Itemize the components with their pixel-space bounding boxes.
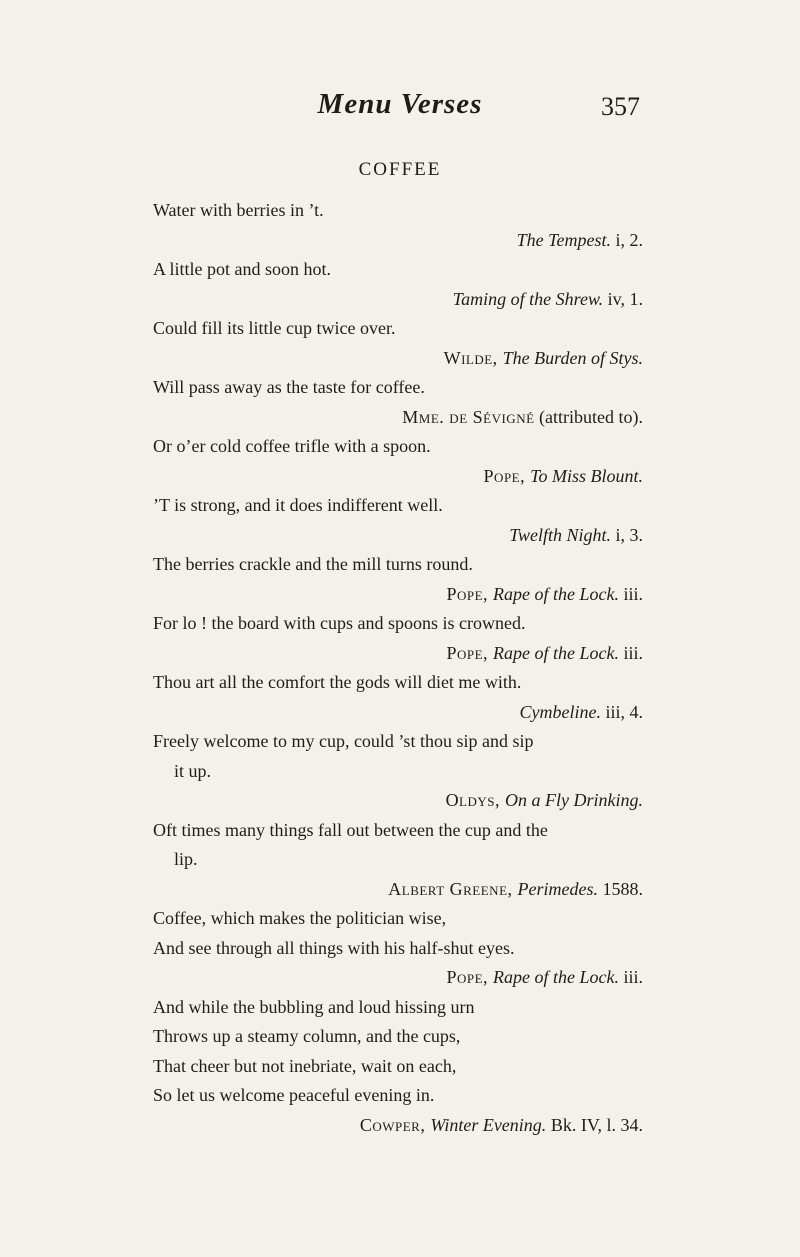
citation-reference: iii. (618, 642, 643, 663)
citation-author: Mme. de Sévigné (402, 406, 535, 427)
quotation-entry (153, 255, 643, 314)
running-head-title: Menu Verses (317, 88, 483, 120)
quotation-line: Throws up a steamy column, and the cups, (153, 1026, 461, 1046)
quotation-line: A little pot and soon hot. (153, 259, 331, 279)
citation-author: Wilde, (443, 347, 503, 368)
citation-reference: Bk. IV, l. 34. (546, 1114, 643, 1135)
citation (153, 226, 643, 256)
quotation-entry (153, 993, 643, 1141)
quotation-line: Oft times many things fall out between the cup and the (153, 819, 548, 840)
citation (153, 580, 643, 610)
quotation-entry (153, 668, 643, 727)
quotation-entry (153, 609, 643, 668)
quotation-line: ’T is strong, and it does indifferent well. (153, 495, 443, 515)
citation (153, 1111, 643, 1141)
citation-work: Rape of the Lock. (493, 583, 619, 604)
quotation-line: Thou art all the comfort the gods will diet me with. (153, 672, 522, 692)
citation (153, 521, 643, 551)
citation-author: Oldys, (445, 790, 506, 810)
quotation-entry (153, 491, 643, 550)
quotation-line: For lo ! the board with cups and spoons is crowned. (153, 613, 526, 633)
citation-work: Cymbeline. (519, 701, 601, 722)
quotation-line: Will pass away as the taste for coffee. (153, 377, 425, 397)
citation-work: The Burden of Stys. (502, 347, 643, 368)
citation-author: Pope, (446, 642, 494, 663)
citation-author: Albert Greene, (388, 878, 518, 899)
quotation-entry (153, 196, 643, 255)
quotation-entry (153, 314, 643, 373)
citation-work: On a Fly Drinking. (505, 790, 643, 810)
citation (153, 786, 643, 816)
page-number: 357 (601, 92, 640, 121)
citation-reference: i, 3. (610, 524, 643, 545)
quotation-line: Could fill its little cup twice over. (153, 318, 396, 338)
citation-reference: iii. (618, 967, 643, 987)
citation-work: To Miss Blount. (530, 465, 643, 486)
citation-work: Taming of the Shrew. (452, 288, 604, 309)
citation-author: Pope, (446, 967, 494, 987)
citation-work: Twelfth Night. (509, 524, 611, 545)
citation (153, 285, 643, 315)
citation (153, 462, 643, 492)
citation (153, 698, 643, 728)
quotation-line: So let us welcome peaceful evening in. (153, 1085, 435, 1105)
citation-work: The Tempest. (516, 229, 611, 250)
quotation-line: That cheer but not inebriate, wait on each, (153, 1055, 457, 1076)
citation-work: Rape of the Lock. (493, 967, 619, 987)
citation (153, 875, 643, 905)
quotation-list (153, 196, 643, 1140)
quotation-entry (153, 373, 643, 432)
citation (153, 963, 643, 993)
quotation-entry (153, 816, 643, 905)
citation-work: Perimedes. (517, 878, 598, 899)
citation-reference: iv, 1. (603, 288, 643, 309)
citation-work: Winter Evening. (430, 1114, 547, 1135)
citation-reference: iii, 4. (600, 701, 643, 722)
citation-reference: iii. (618, 583, 643, 604)
quotation-line: Water with berries in ’t. (153, 200, 324, 220)
citation-reference: 1588. (598, 878, 643, 899)
running-head (0, 88, 800, 128)
quotation-entry (153, 432, 643, 491)
quotation-line: Freely welcome to my cup, could ’st thou sip and sip (153, 731, 534, 751)
citation-author: Pope, (446, 583, 494, 604)
quotation-entry (153, 550, 643, 609)
section-heading: COFFEE (358, 159, 442, 180)
quotation-line: Coffee, which makes the politician wise, (153, 908, 447, 928)
citation-reference: (attributed to). (534, 406, 643, 427)
quotation-entry (153, 727, 643, 816)
quotation-line: And see through all things with his half-shut eyes. (153, 937, 515, 958)
quotation-line: lip. (174, 849, 198, 869)
citation-reference: i, 2. (610, 229, 643, 250)
quotation-entry (153, 904, 643, 993)
citation (153, 639, 643, 669)
citation (153, 403, 643, 433)
quotation-line: it up. (174, 760, 212, 781)
quotation-line: Or o’er cold coffee trifle with a spoon. (153, 436, 431, 456)
citation-work: Rape of the Lock. (493, 642, 619, 663)
citation-author: Cowper, (359, 1114, 431, 1135)
citation (153, 344, 643, 374)
citation-author: Pope, (483, 465, 531, 486)
quotation-line: And while the bubbling and loud hissing urn (153, 996, 475, 1017)
quotation-line: The berries crackle and the mill turns round. (153, 554, 473, 574)
